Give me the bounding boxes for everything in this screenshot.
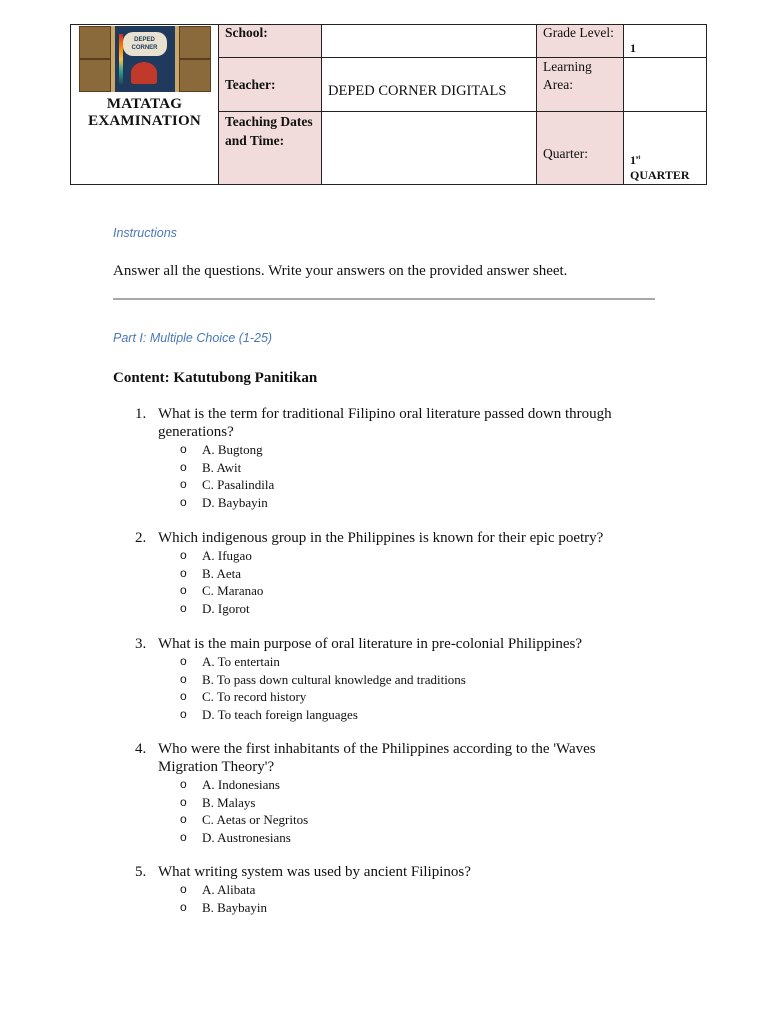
option-list: [180, 441, 635, 511]
answer-option[interactable]: [180, 600, 635, 618]
option-list: [180, 653, 635, 723]
option-bullet-icon: o: [180, 548, 187, 562]
answer-option[interactable]: [180, 653, 635, 671]
question-number: 4.: [135, 741, 147, 757]
option-text: A. Ifugao: [202, 548, 252, 563]
option-text: D. To teach foreign languages: [202, 706, 358, 722]
dates-field[interactable]: [322, 112, 537, 185]
answer-option[interactable]: [180, 582, 635, 600]
content-heading: Content: Katutubong Panitikan: [113, 370, 318, 386]
answer-option[interactable]: [180, 794, 635, 812]
option-bullet-icon: o: [180, 459, 187, 474]
option-text: C. Maranao: [202, 583, 264, 598]
learning-area-field[interactable]: [624, 58, 707, 112]
option-text: D. Austronesians: [202, 829, 291, 845]
option-bullet-icon: o: [180, 689, 187, 703]
option-bullet-icon: o: [180, 477, 187, 491]
question-item: [135, 863, 635, 916]
answer-option[interactable]: [180, 706, 635, 724]
answer-option[interactable]: [180, 459, 635, 477]
option-bullet-icon: o: [180, 899, 187, 914]
divider: [113, 298, 655, 300]
question-item: [135, 529, 635, 617]
option-bullet-icon: o: [180, 812, 187, 826]
quarter-field[interactable]: 1st QUARTER: [624, 112, 707, 185]
question-item: [135, 740, 635, 846]
option-bullet-icon: o: [180, 565, 187, 580]
question-number: 3.: [135, 636, 147, 652]
grade-level-label: Grade Level:: [537, 25, 624, 58]
instructions-heading: Instructions: [113, 226, 177, 240]
instructions-text: Answer all the questions. Write your answers on the provided answer sheet.: [113, 263, 568, 279]
option-list: [180, 776, 635, 846]
answer-option[interactable]: [180, 476, 635, 494]
option-text: A. Indonesians: [202, 777, 280, 792]
deped-corner-logo: [79, 26, 211, 92]
learning-area-label: Learning Area:: [537, 58, 624, 112]
option-text: C. To record history: [202, 689, 307, 704]
option-text: A. Alibata: [202, 882, 256, 897]
question-text: What is the term for traditional Filipino oral literature passed down through generations?: [158, 406, 612, 440]
option-list: [180, 547, 635, 617]
header-table: [70, 24, 707, 185]
logo-cell: [71, 25, 219, 185]
answer-option[interactable]: [180, 811, 635, 829]
answer-option[interactable]: [180, 671, 635, 689]
question-item: [135, 405, 635, 511]
option-bullet-icon: o: [180, 583, 187, 597]
option-text: A. To entertain: [202, 654, 280, 669]
option-bullet-icon: o: [180, 829, 187, 844]
grade-level-field[interactable]: 1: [624, 25, 707, 58]
option-text: A. Bugtong: [202, 442, 263, 457]
option-text: C. Aetas or Negritos: [202, 812, 309, 827]
answer-option[interactable]: [180, 494, 635, 512]
answer-option[interactable]: [180, 776, 635, 794]
answer-option[interactable]: [180, 829, 635, 847]
answer-option[interactable]: [180, 688, 635, 706]
question-number: 2.: [135, 530, 147, 546]
teacher-field[interactable]: DEPED CORNER DIGITALS: [322, 58, 537, 112]
option-text: B. Baybayin: [202, 899, 267, 915]
dates-label: Teaching Dates and Time:: [219, 112, 322, 185]
question-number: 1.: [135, 406, 147, 422]
option-text: B. To pass down cultural knowledge and traditions: [202, 671, 466, 687]
question-text: What is the main purpose of oral literature in pre-colonial Philippines?: [158, 636, 583, 652]
option-bullet-icon: o: [180, 794, 187, 809]
answer-option[interactable]: [180, 565, 635, 583]
school-label: School:: [219, 25, 322, 58]
school-field[interactable]: [322, 25, 537, 58]
answer-option[interactable]: [180, 441, 635, 459]
exam-title: MATATAG EXAMINATION: [88, 96, 201, 129]
teacher-label: Teacher:: [219, 58, 322, 112]
quarter-label: Quarter:: [537, 112, 624, 185]
question-text: What writing system was used by ancient Filipinos?: [158, 864, 471, 880]
option-bullet-icon: o: [180, 882, 187, 896]
logo-badge: DEPED CORNER: [123, 32, 167, 56]
answer-option[interactable]: [180, 881, 635, 899]
option-bullet-icon: o: [180, 442, 187, 456]
option-text: D. Igorot: [202, 600, 250, 616]
option-text: B. Malays: [202, 794, 256, 810]
question-item: [135, 635, 635, 723]
question-number: 5.: [135, 864, 147, 880]
option-text: B. Aeta: [202, 565, 241, 581]
option-bullet-icon: o: [180, 706, 187, 721]
option-text: C. Pasalindila: [202, 477, 275, 492]
option-bullet-icon: o: [180, 654, 187, 668]
option-bullet-icon: o: [180, 777, 187, 791]
heart-icon: [131, 62, 157, 84]
question-text: Who were the first inhabitants of the Philippines according to the 'Waves Migration Theory'?: [158, 741, 596, 775]
part1-heading: Part I: Multiple Choice (1-25): [113, 331, 273, 345]
option-bullet-icon: o: [180, 671, 187, 686]
answer-option[interactable]: [180, 899, 635, 917]
answer-option[interactable]: [180, 547, 635, 565]
option-text: B. Awit: [202, 459, 242, 475]
option-bullet-icon: o: [180, 494, 187, 509]
option-bullet-icon: o: [180, 600, 187, 615]
question-text: Which indigenous group in the Philippines is known for their epic poetry?: [158, 530, 604, 546]
option-text: D. Baybayin: [202, 494, 268, 510]
option-list: [180, 881, 635, 916]
